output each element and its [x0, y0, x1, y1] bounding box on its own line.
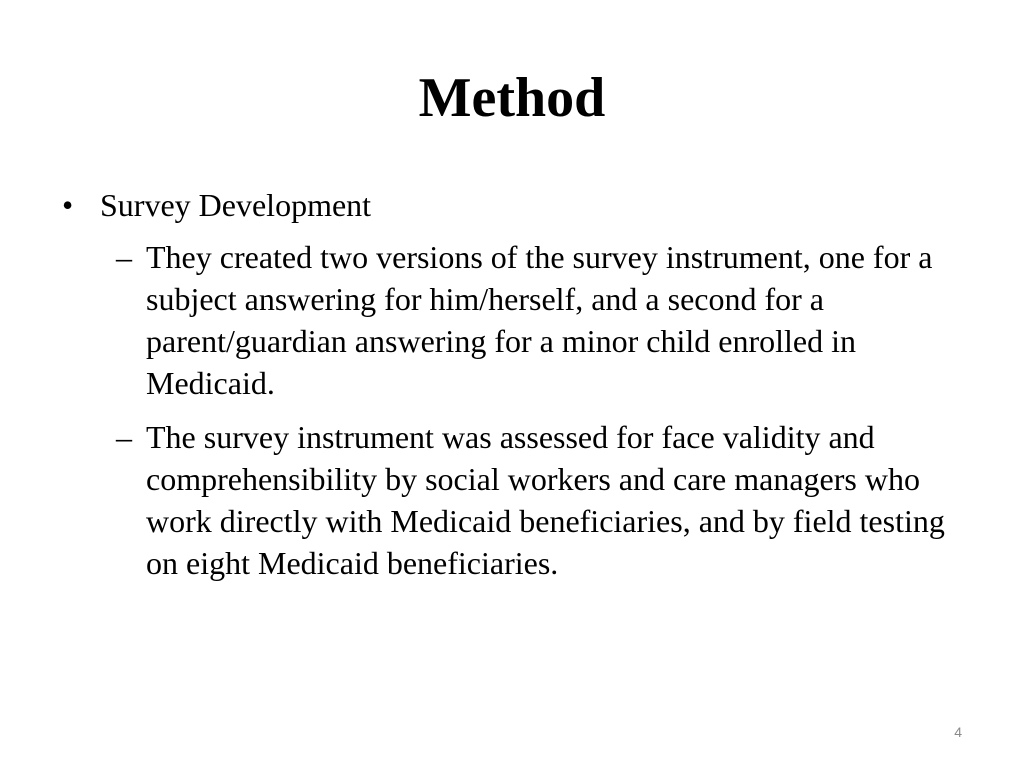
page-number: 4 — [954, 724, 962, 740]
slide-title: Method — [418, 67, 606, 129]
dash-icon: – — [116, 239, 132, 275]
dash-icon: – — [116, 419, 132, 455]
bullet-item-survey-development — [62, 184, 982, 226]
bullet-icon: • — [62, 187, 74, 223]
slide-content — [62, 184, 982, 596]
sub-bullet-item-versions — [62, 236, 982, 404]
sub-bullet-item-validity — [62, 416, 982, 584]
bullet-text: Survey Development — [100, 187, 372, 223]
sub-bullet-list — [62, 236, 982, 584]
sub-bullet-text: The survey instrument was assessed for face validity and comprehensibility by social workers and care managers who work directly with Medicaid beneficiaries, and by field testing on eight Medicaid beneficiaries. — [146, 419, 945, 581]
sub-bullet-text: They created two versions of the survey instrument, one for a subject answering for him/herself, and a second for a parent/guardian answering for a minor child enrolled in Medicaid. — [146, 239, 933, 401]
